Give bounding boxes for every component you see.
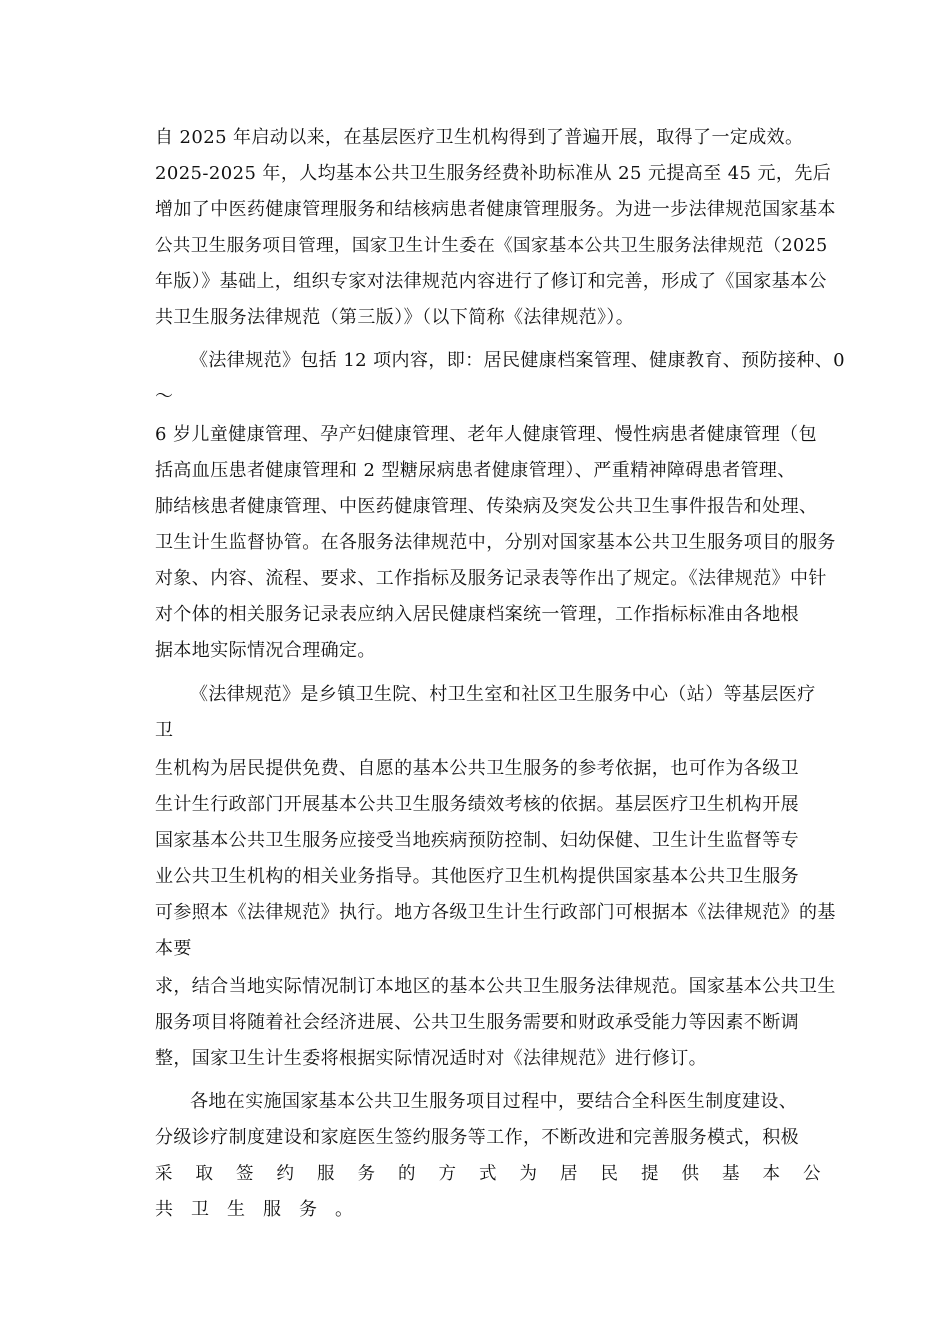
- text-line: 据本地实际情况合理确定。: [155, 640, 376, 661]
- text-line: 可参照本《法律规范》执行。地方各级卫生计生行政部门可根据本《法律规范》的基: [155, 902, 836, 923]
- text-line: 共卫生服务法律规范（第三版）》（以下简称《法律规范》）。: [155, 307, 635, 328]
- text-line: 分级诊疗制度建设和家庭医生签约服务等工作，不断改进和完善服务模式，积极: [155, 1127, 799, 1148]
- text-line: 自 2025 年启动以来，在基层医疗卫生机构得到了普遍开展，取得了一定成效。: [155, 127, 804, 148]
- text-line: 括高血压患者健康管理和 2 型糖尿病患者健康管理）、严重精神障碍患者管理、: [155, 460, 796, 481]
- text-line: 业公共卫生机构的相关业务指导。其他医疗卫生机构提供国家基本公共卫生服务: [155, 866, 799, 887]
- text-line: 服务项目将随着社会经济进展、公共卫生服务需要和财政承受能力等因素不断调: [155, 1012, 799, 1033]
- text-line: 卫: [155, 720, 174, 741]
- paragraph-start: 各地在实施国家基本公共卫生服务项目过程中，要结合全科医生制度建设、: [190, 1091, 798, 1112]
- text-line: 本要: [155, 938, 192, 959]
- text-line: 整，国家卫生计生委将根据实际情况适时对《法律规范》进行修订。: [155, 1048, 707, 1069]
- paragraph-start: 《法律规范》是乡镇卫生院、村卫生室和社区卫生服务中心（站）等基层医疗: [190, 684, 816, 705]
- text-line: 6 岁儿童健康管理、孕产妇健康管理、老年人健康管理、慢性病患者健康管理（包: [155, 424, 817, 445]
- text-line: 肺结核患者健康管理、中医药健康管理、传染病及突发公共卫生事件报告和处理、: [155, 496, 818, 517]
- text-line: ～: [155, 386, 174, 407]
- text-line: 生机构为居民提供免费、自愿的基本公共卫生服务的参考依据，也可作为各级卫: [155, 758, 799, 779]
- text-line: 对个体的相关服务记录表应纳入居民健康档案统一管理，工作指标标准由各地根: [155, 604, 799, 625]
- text-line: 采取签约服务的方式为居民提供基本公: [155, 1164, 844, 1184]
- text-line: 2025-2025 年，人均基本公共卫生服务经费补助标准从 25 元提高至 45 元，先后: [155, 163, 832, 184]
- text-line: 国家基本公共卫生服务应接受当地疾病预防控制、妇幼保健、卫生计生监督等专: [155, 830, 799, 851]
- paragraph-start: 《法律规范》包括 12 项内容，即：居民健康档案管理、健康教育、预防接种、0: [190, 350, 845, 371]
- text-line: 增加了中医药健康管理服务和结核病患者健康管理服务。为进一步法律规范国家基本: [155, 199, 836, 220]
- text-line: 求，结合当地实际情况制订本地区的基本公共卫生服务法律规范。国家基本公共卫生: [155, 976, 836, 997]
- text-line: 共卫生服务。: [155, 1199, 371, 1220]
- text-line: 卫生计生监督协管。在各服务法律规范中，分别对国家基本公共卫生服务项目的服务: [155, 532, 836, 553]
- text-line: 生计生行政部门开展基本公共卫生服务绩效考核的依据。基层医疗卫生机构开展: [155, 794, 799, 815]
- text-line: 年版）》基础上，组织专家对法律规范内容进行了修订和完善，形成了《国家基本公: [155, 271, 827, 292]
- text-line: 公共卫生服务项目管理，国家卫生计生委在《国家基本公共卫生服务法律规范（2025: [155, 236, 828, 256]
- text-line: 对象、内容、流程、要求、工作指标及服务记录表等作出了规定。《法律规范》中针: [155, 568, 827, 589]
